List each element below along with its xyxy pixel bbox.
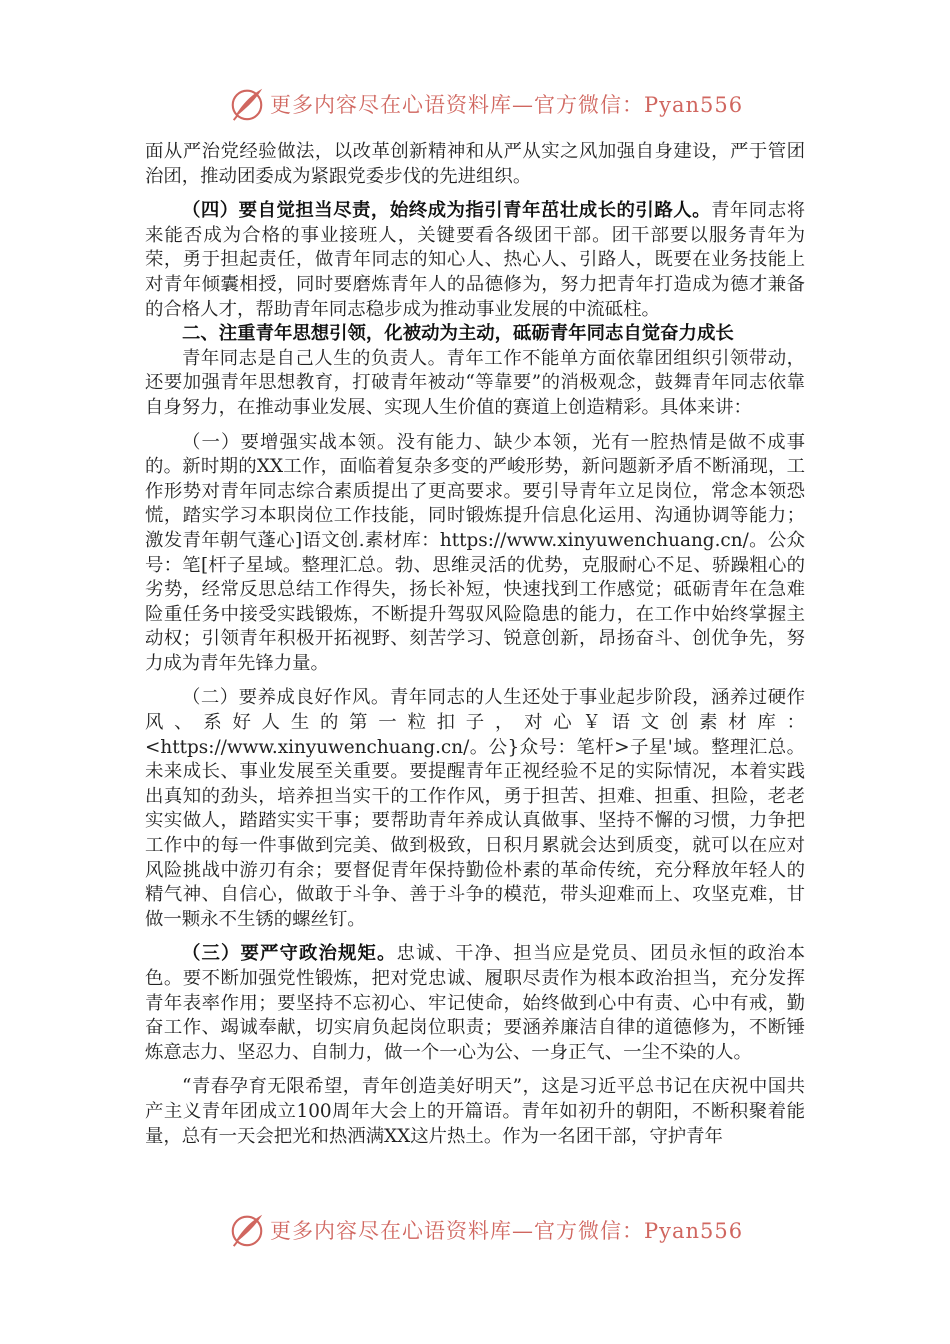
paragraph-heading: （四）要自觉担当尽责，始终成为指引青年茁壮成长的引路人。 (182, 200, 712, 222)
banner-text: 更多内容尽在心语资料库—官方微信：Pyan556 (270, 93, 744, 117)
document-body (145, 140, 805, 1149)
quill-pen-logo-icon (228, 1211, 266, 1249)
banner-text: 更多内容尽在心语资料库—官方微信：Pyan556 (270, 1219, 744, 1243)
paragraph: 面从严治党经验做法，以改革创新精神和从严从实之风加强自身建设，严于管团治团，推动团委成为紧跟党委步伐的先进组织。 (145, 141, 805, 187)
paragraph: （二）要养成良好作风。青年同志的人生还处于事业起步阶段，涵养过硬作风、系好人生的第一粒扣子，对心￥语文创素材库：<https://www.xinyuwenchuang.cn/。公}众号：笔杆>子星'域。整理汇总。未来成长、事业发展至关重要。要提醒青年正视经验不足的实际情况，本着实践出真知的劲头，培养担当实干的工作作风，勇于担苦、担难、担重、担险，老老实实做人，踏踏实实干事；要帮助青年养成认真做事、坚持不懈的习惯，力争把工作中的每一件事做到完美、做到极致，日积月累就会达到质变，就可以在应对风险挑战中游刃有余；要督促青年保持勤俭朴素的革命传统，充分释放年轻人的精气神、自信心，做敢于斗争、善于斗争的模范，带头迎难而上、攻坚克难，甘做一颗永不生锈的螺丝钉。 (145, 687, 805, 930)
header-banner (228, 84, 743, 124)
paragraph: （三）要严守政治规矩。忠诚、干净、担当应是党员、团员永恒的政治本色。要不断加强党性锻炼，把对党忠诚、履职尽责作为根本政治担当，充分发挥青年表率作用；要坚持不忘初心、牢记使命，始终做到心中有责、心中有戒，勤奋工作、竭诚奉献，切实肩负起岗位职责；要涵养廉洁自律的道德修为，不断锤炼意志力、坚忍力、自制力，做一个一心为公、一身正气、一尘不染的人。 (145, 943, 805, 1063)
footer-banner (228, 1210, 743, 1250)
paragraph: （四）要自觉担当尽责，始终成为指引青年茁壮成长的引路人。青年同志将来能否成为合格的事业接班人，关键要看各级团干部。团干部要以服务青年为荣，勇于担起责任，做青年同志的知心人、热心人、引路人，既要在业务技能上对青年倾囊相授，同时要磨炼青年人的品德修为，努力把青年打造成为德才兼备的合格人才，帮助青年同志稳步成为推动事业发展的中流砥柱。 (145, 200, 805, 320)
paragraph: “青春孕育无限希望，青年创造美好明天”，这是习近平总书记在庆祝中国共产主义青年团成立100周年大会上的开篇语。青年如初升的朝阳，不断积聚着能量，总有一天会把光和热洒满XX这片热土。作为一名团干部，守护青年 (145, 1076, 805, 1147)
paragraph: （一）要增强实战本领。没有能力、缺少本领，光有一腔热情是做不成事的。新时期的XX工作，面临着复杂多变的严峻形势，新问题新矛盾不断涌现，工作形势对青年同志综合素质提出了更高要求。要引导青年立足岗位，常念本领恐慌，踏实学习本职岗位工作技能，同时锻炼提升信息化运用、沟通协调等能力；激发青年朝气蓬心]语文创.素材库：https://www.xinyuwenchuang.cn/。公众号：笔[杆子星域。整理汇总。勃、思维灵活的优势，克服耐心不足、骄躁粗心的劣势，经常反思总结工作得失，扬长补短，快速找到工作感觉；砥砺青年在急难险重任务中接受实践锻炼，不断提升驾驭风险隐患的能力，在工作中始终掌握主动权；引领青年积极开拓视野、刻苦学习、锐意创新，昂扬奋斗、创优争先，努力成为青年先锋力量。 (145, 431, 805, 674)
paragraph-heading: （三）要严守政治规矩。 (182, 943, 397, 965)
section-heading: 二、注重青年思想引领，化被动为主动，砥砺青年同志自觉奋力成长 (182, 323, 734, 345)
paragraph: 青年同志是自己人生的负责人。青年工作不能单方面依靠团组织引领带动，还要加强青年思想教育，打破青年被动“等靠要”的消极观念，鼓舞青年同志依靠自身努力，在推动事业发展、实现人生价值的赛道上创造精彩。具体来讲： (145, 347, 805, 418)
quill-pen-logo-icon (228, 85, 266, 123)
